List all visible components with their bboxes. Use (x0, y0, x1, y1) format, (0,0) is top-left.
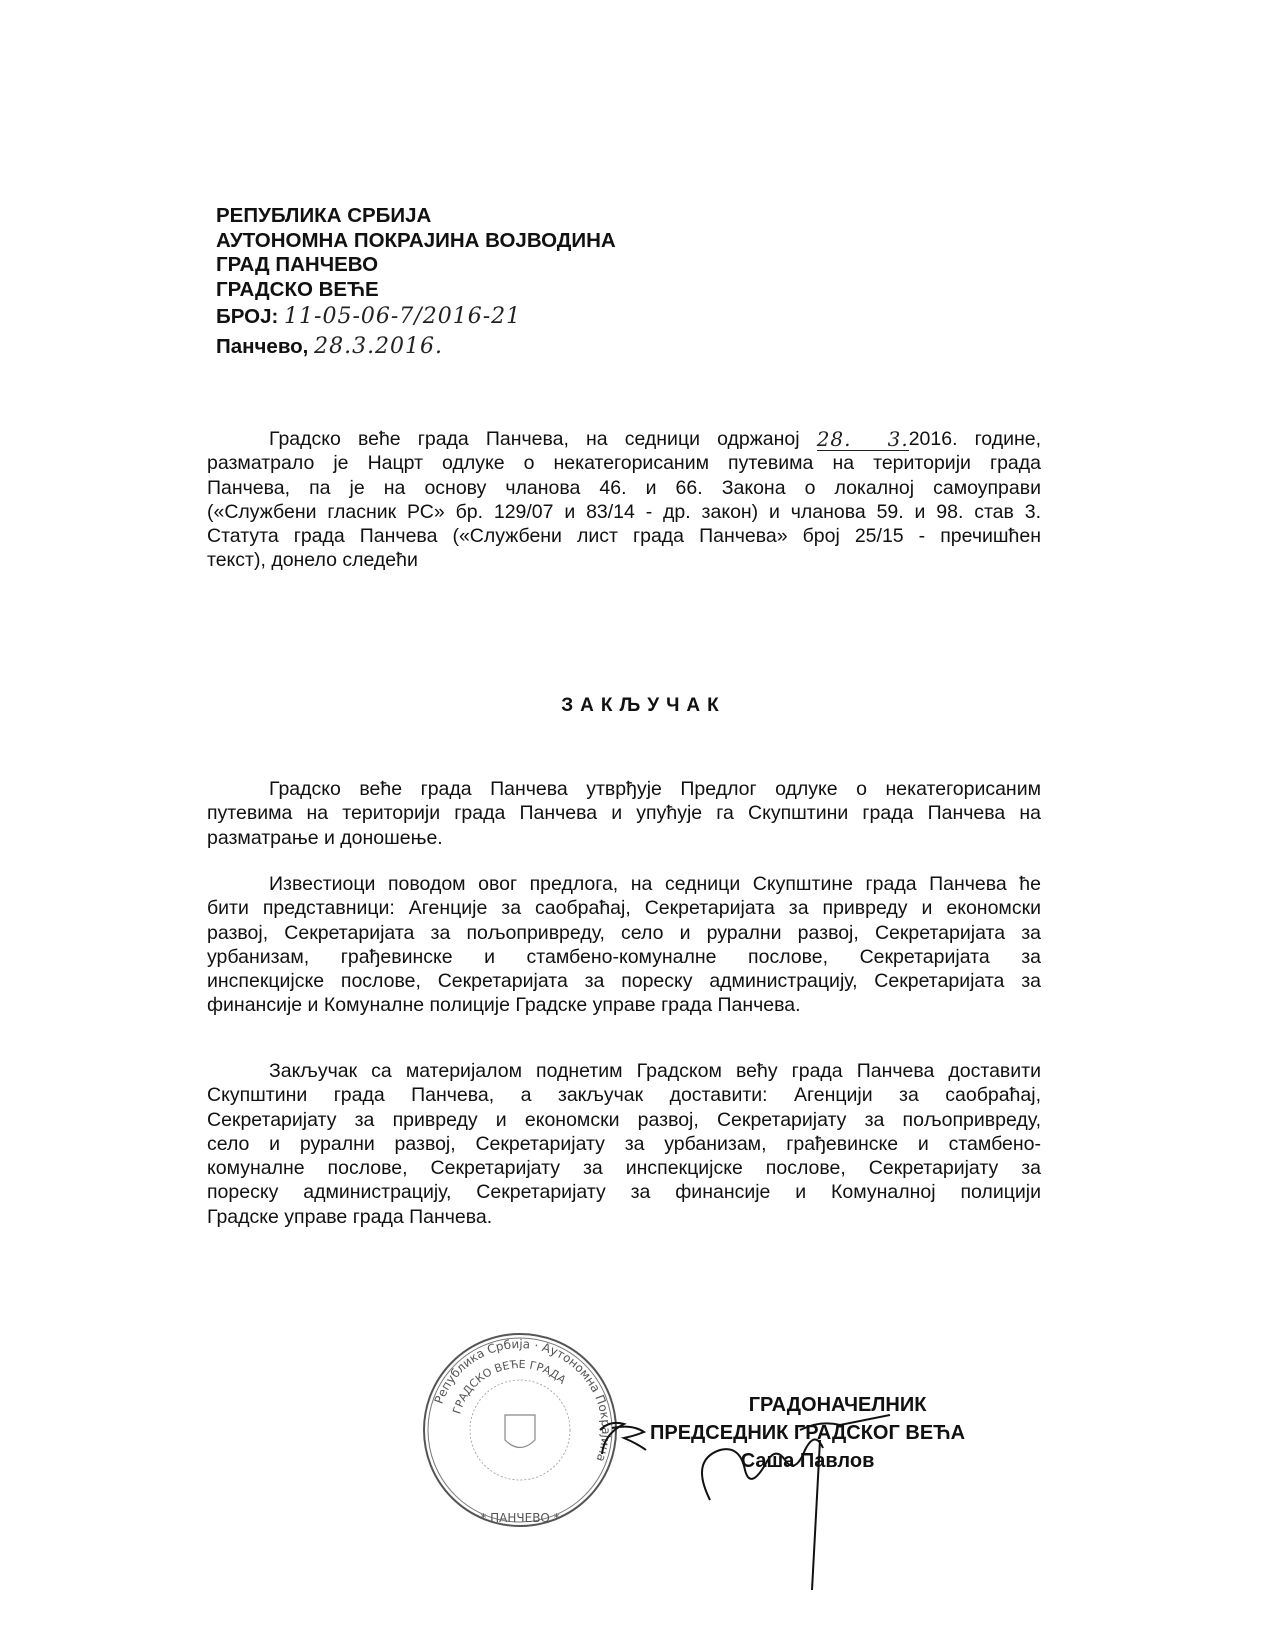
text-line: комуналне послове, Секретаријату за инспекцијске послове, Секретаријату за (207, 1157, 1041, 1180)
signatory-title: ГРАДОНАЧЕЛНИК (748, 1394, 927, 1416)
text-line: финансије и Комуналне полиције Градске управе града Панчева. (207, 994, 801, 1017)
svg-text:* ПАНЧЕВО *: * ПАНЧЕВО * (480, 1511, 560, 1525)
text-line: путевима на територији града Панчева и упућује га Скупштини града Панчева на (207, 802, 1041, 825)
text-line: село и рурални развој, Секретаријату за урбанизам, грађевинске и стамбено- (207, 1132, 1041, 1155)
document-place-date (216, 332, 616, 362)
text-line: Скупштини града Панчева, а закључак доставити: Агенцији за саобраћај, (207, 1084, 1041, 1107)
text-line: («Службени гласник РС» бр. 129/07 и 83/14 - др. закон) и чланова 59. и 98. став 3. (207, 500, 1041, 523)
svg-text:ГРАДСКО ВЕЋЕ ГРАДА: ГРАДСКО ВЕЋЕ ГРАДА (450, 1357, 569, 1416)
text-line: текст), донело следећи (207, 549, 418, 572)
text-line: Статута града Панчева («Службени лист града Панчева» број 25/15 - пречишћен (207, 525, 1041, 548)
text-line: развој, Секретаријата за пољопривреду, село и рурални развој, Секретаријата за (207, 921, 1041, 944)
number-label: БРОЈ: (216, 305, 279, 328)
text-line: Градске управе града Панчева. (207, 1205, 493, 1228)
document-number (216, 302, 616, 332)
handwritten-number: 11-05-06-7/2016-21 (284, 304, 522, 329)
text-line: Градско веће града Панчева утврђује Предлог одлуке о некатегорисаним (269, 778, 1041, 800)
document-title: ЗАКЉУЧАК (561, 695, 726, 716)
text-line: разматрало је Нацрт одлуке о некатегорисаним путевима на територији града (207, 452, 1041, 475)
place-label: Панчево, (216, 335, 309, 358)
text-line: Панчева, па је на основу чланова 46. и 66. Закона о локалној самоуправи (207, 476, 1041, 499)
document-header (216, 204, 616, 362)
text-line: Закључак са материјалом поднетим Градском већу града Панчева доставити (269, 1060, 1041, 1082)
text-line: бити представници: Агенције за саобраћај, Секретаријата за привреду и економски (207, 897, 1041, 920)
handwritten-session-date: 28. 3. (816, 427, 909, 452)
paragraph-2 (207, 872, 1041, 1018)
text-line: Градско веће града Панчева, на седници одржаној 28. 3.2016. године, (269, 427, 1042, 452)
svg-text:Република Србија · Аутономна П: Република Србија · Аутономна Покрајина (431, 1336, 614, 1464)
handwritten-date: 28.3.2016. (314, 334, 444, 359)
header-line: РЕПУБЛИКА СРБИЈА (216, 204, 432, 227)
text-line: урбанизам, грађевинске и стамбено-комуналне послове, Секретаријата за (207, 945, 1041, 968)
text-line: пореску администрацију, Секретаријату за финансије и Комуналној полицији (207, 1181, 1041, 1204)
signatory-position: ПРЕДСЕДНИК ГРАДСКОГ ВЕЋА (650, 1422, 966, 1444)
intro-paragraph (207, 427, 1041, 573)
text-line: инспекцијске послове, Секретаријата за пореску администрацију, Секретаријата за (207, 970, 1041, 993)
header-line: ГРАД ПАНЧЕВО (216, 253, 379, 276)
text-line: Секретаријату за привреду и економски развој, Секретаријату за пољопривреду, (207, 1108, 1041, 1131)
header-line: ГРАДСКО ВЕЋЕ (216, 277, 379, 301)
text-line: разматрање и доношење. (207, 826, 443, 849)
signatory-name: Саша Павлов (740, 1450, 875, 1472)
paragraph-1 (207, 777, 1041, 850)
text-line: Известиоци поводом овог предлога, на седници Скупштине града Панчева ће (269, 873, 1041, 895)
handwritten-signature (560, 1400, 920, 1600)
header-line: АУТОНОМНА ПОКРАЈИНА ВОЈВОДИНА (216, 228, 616, 252)
paragraph-3 (207, 1059, 1041, 1229)
